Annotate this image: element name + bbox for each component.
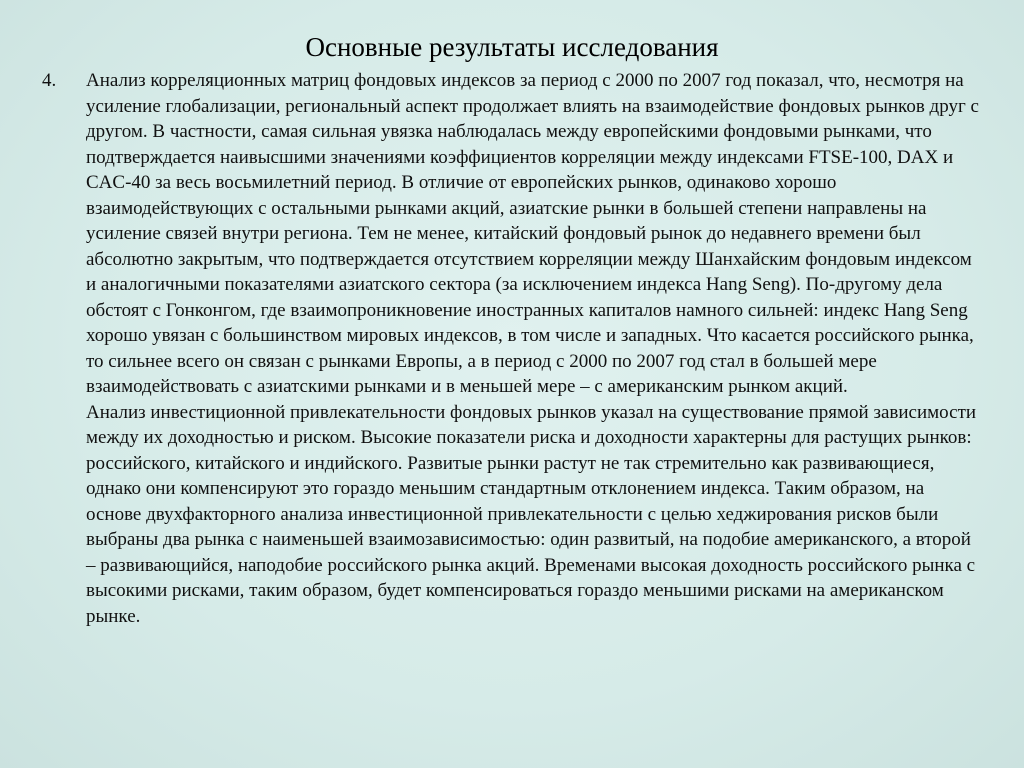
item-number: 4. <box>42 70 57 91</box>
slide-title: Основные результаты исследования <box>305 32 719 62</box>
item-body <box>86 68 982 629</box>
numbered-item <box>42 68 982 629</box>
paragraph-investment-attractiveness: Анализ инвестиционной привлекательности фондовых рынков указал на существование прямой зависимости между их доходностью и риском. Высокие показатели риска и доходности характерны для растущих рынков: российского, китайского и индийского. Развитые рынки растут не так стремительно как развивающиеся, однако они компенсируют это гораздо меньшим стандартным отклонением индекса. Таким образом, на основе двухфакторного анализа инвестиционной привлекательности с целью хеджирования рисков были выбраны два рынка с наименьшей взаимозависимостью: один развитый, на подобие американского, а второй – развивающийся, наподобие российского рынка акций. Временами высокая доходность российского рынка с высокими рисками, таким образом, будет компенсироваться гораздо меньшими рисками на американском рынке. <box>86 401 977 627</box>
paragraph-correlation-analysis: Анализ корреляционных матриц фондовых индексов за период с 2000 по 2007 год показал, что, несмотря на усиление глобализации, региональный аспект продолжает влиять на взаимодействие фондовых рынков друг с другом. В частности, самая сильная увязка наблюдалась между европейскими фондовыми рынками, что подтверждается наивысшими значениями коэффициентов корреляции между индексами FTSE-100, DAX и CAC-40 за весь восьмилетний период. В отличие от европейских рынков, одинаково хорошо взаимодействующих с остальными рынками акций, азиатские рынки в большей степени направлены на усиление связей внутри региона. Тем не менее, китайский фондовый рынок до недавнего времени был абсолютно закрытым, что подтверждается отсутствием корреляции между Шанхайским фондовым индексом и аналогичными показателями азиатского сектора (за исключением индекса Hang Seng). По-другому дела обстоят с Гонконгом, где взаимопроникновение иностранных капиталов намного сильней: индекс Hang Seng хорошо увязан с большинством мировых индексов, в том числе и западных. Что касается российского рынка, то сильнее всего он связан с рынками Европы, а в период с 2000 по 2007 год стал в большей мере взаимодействовать с азиатскими рынками и в меньшей мере – с американским рынком акций. <box>86 70 979 397</box>
